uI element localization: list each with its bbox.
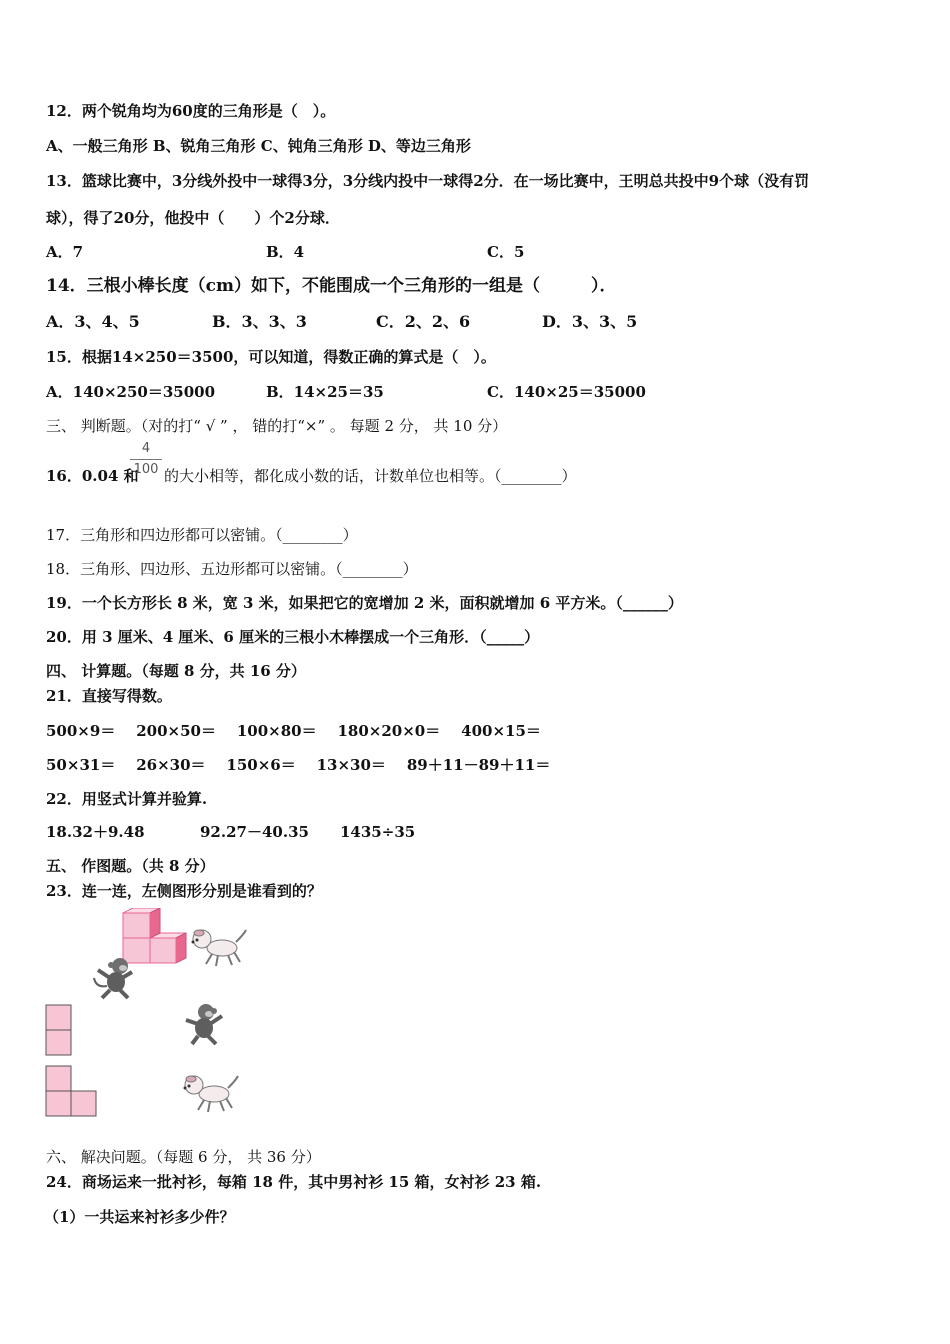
view-l-shape-figure [45,1065,99,1117]
q22-item-2: 92.27－40.35 [200,823,309,841]
section-3-heading: 三、 判断题。（对的打“ √ ” ， 错的打“×” 。 每题 2 分， 共 10 分） [46,417,508,435]
q23-text: 23．连一连，左侧图形分别是谁看到的？ [46,882,322,900]
q18-text: 18．三角形、四边形、五边形都可以密铺。（________） [46,560,418,578]
q15-text: 15．根据14×250＝3500，可以知道，得数正确的算式是（ ）。 [46,348,496,366]
q22-item-1: 18.32＋9.48 [46,823,145,841]
q20-text: 20．用 3 厘米、4 厘米、6 厘米的三根小木棒摆成一个三角形．（_____） [46,628,540,646]
fraction-bar [130,459,162,460]
q13-line2: 球），得了20分，他投中（ ）个2分球． [46,209,340,227]
q24-text: 24．商场运来一批衬衫，每箱 18 件，其中男衬衫 15 箱，女衬衫 23 箱. [46,1173,542,1191]
q22-text: 22．用竖式计算并验算. [46,790,208,808]
q16-suffix: 的大小相等，都化成小数的话，计数单位也相等。（________） [164,467,577,485]
section-4-heading: 四、 计算题。（每题 8 分，共 16 分） [46,662,306,680]
q13-option-a: A．7 [46,243,84,261]
q14-option-c: C．2、2、6 [376,312,471,331]
section-5-heading: 五、 作图题。（共 8 分） [46,857,215,875]
q17-text: 17．三角形和四边形都可以密铺。（________） [46,526,358,544]
q19-text: 19．一个长方形长 8 米，宽 3 米，如果把它的宽增加 2 米，面积就增加 6 平方米。（______） [46,594,683,612]
q24-sub1: （1）一共运来衬衫多少件？ [44,1208,235,1226]
q14-option-a: A．3、4、5 [46,312,140,331]
q21-row2: 50×31＝ 26×30＝ 150×6＝ 13×30＝ 89＋11－89＋11＝ [46,756,551,774]
q15-option-b: B．14×25＝35 [266,383,384,401]
q13-option-c: C．5 [487,243,525,261]
q21-row1: 500×9＝ 200×50＝ 100×80＝ 180×20×0＝ 400×15＝ [46,722,541,740]
monkey-icon [182,1002,228,1046]
q15-option-c: C．140×25＝35000 [487,383,646,401]
q13-option-b: B．4 [266,243,305,261]
q21-text: 21．直接写得数。 [46,687,172,705]
q16-fraction [130,440,162,479]
q14-option-b: B．3、3、3 [212,312,307,331]
monkey-icon [92,956,138,1000]
q22-item-3: 1435÷35 [340,823,416,841]
q12-options: A、一般三角形 B、锐角三角形 C、钝角三角形 D、等边三角形 [46,137,471,155]
q14-text: 14．三根小棒长度（cm）如下，不能围成一个三角形的一组是（ ）． [46,276,617,296]
q12-text: 12．两个锐角均为60度的三角形是（ ）。 [46,102,336,120]
q13-line1: 13．篮球比赛中，3分线外投中一球得3分，3分线内投中一球得2分．在一场比赛中，王明总共投中9个球（没有罚 [46,172,810,190]
q16-prefix: 16．0.04 和 [46,467,139,485]
puppy-icon [180,1068,240,1114]
fraction-denominator: 100 [133,462,159,477]
fraction-numerator: 4 [141,441,151,456]
section-6-heading: 六、 解决问题。（每题 6 分， 共 36 分） [46,1148,321,1166]
q15-option-a: A．140×250＝35000 [46,383,216,401]
q14-option-d: D．3、3、5 [542,312,638,331]
view-two-squares-figure [45,1004,73,1056]
puppy-icon [188,922,248,968]
